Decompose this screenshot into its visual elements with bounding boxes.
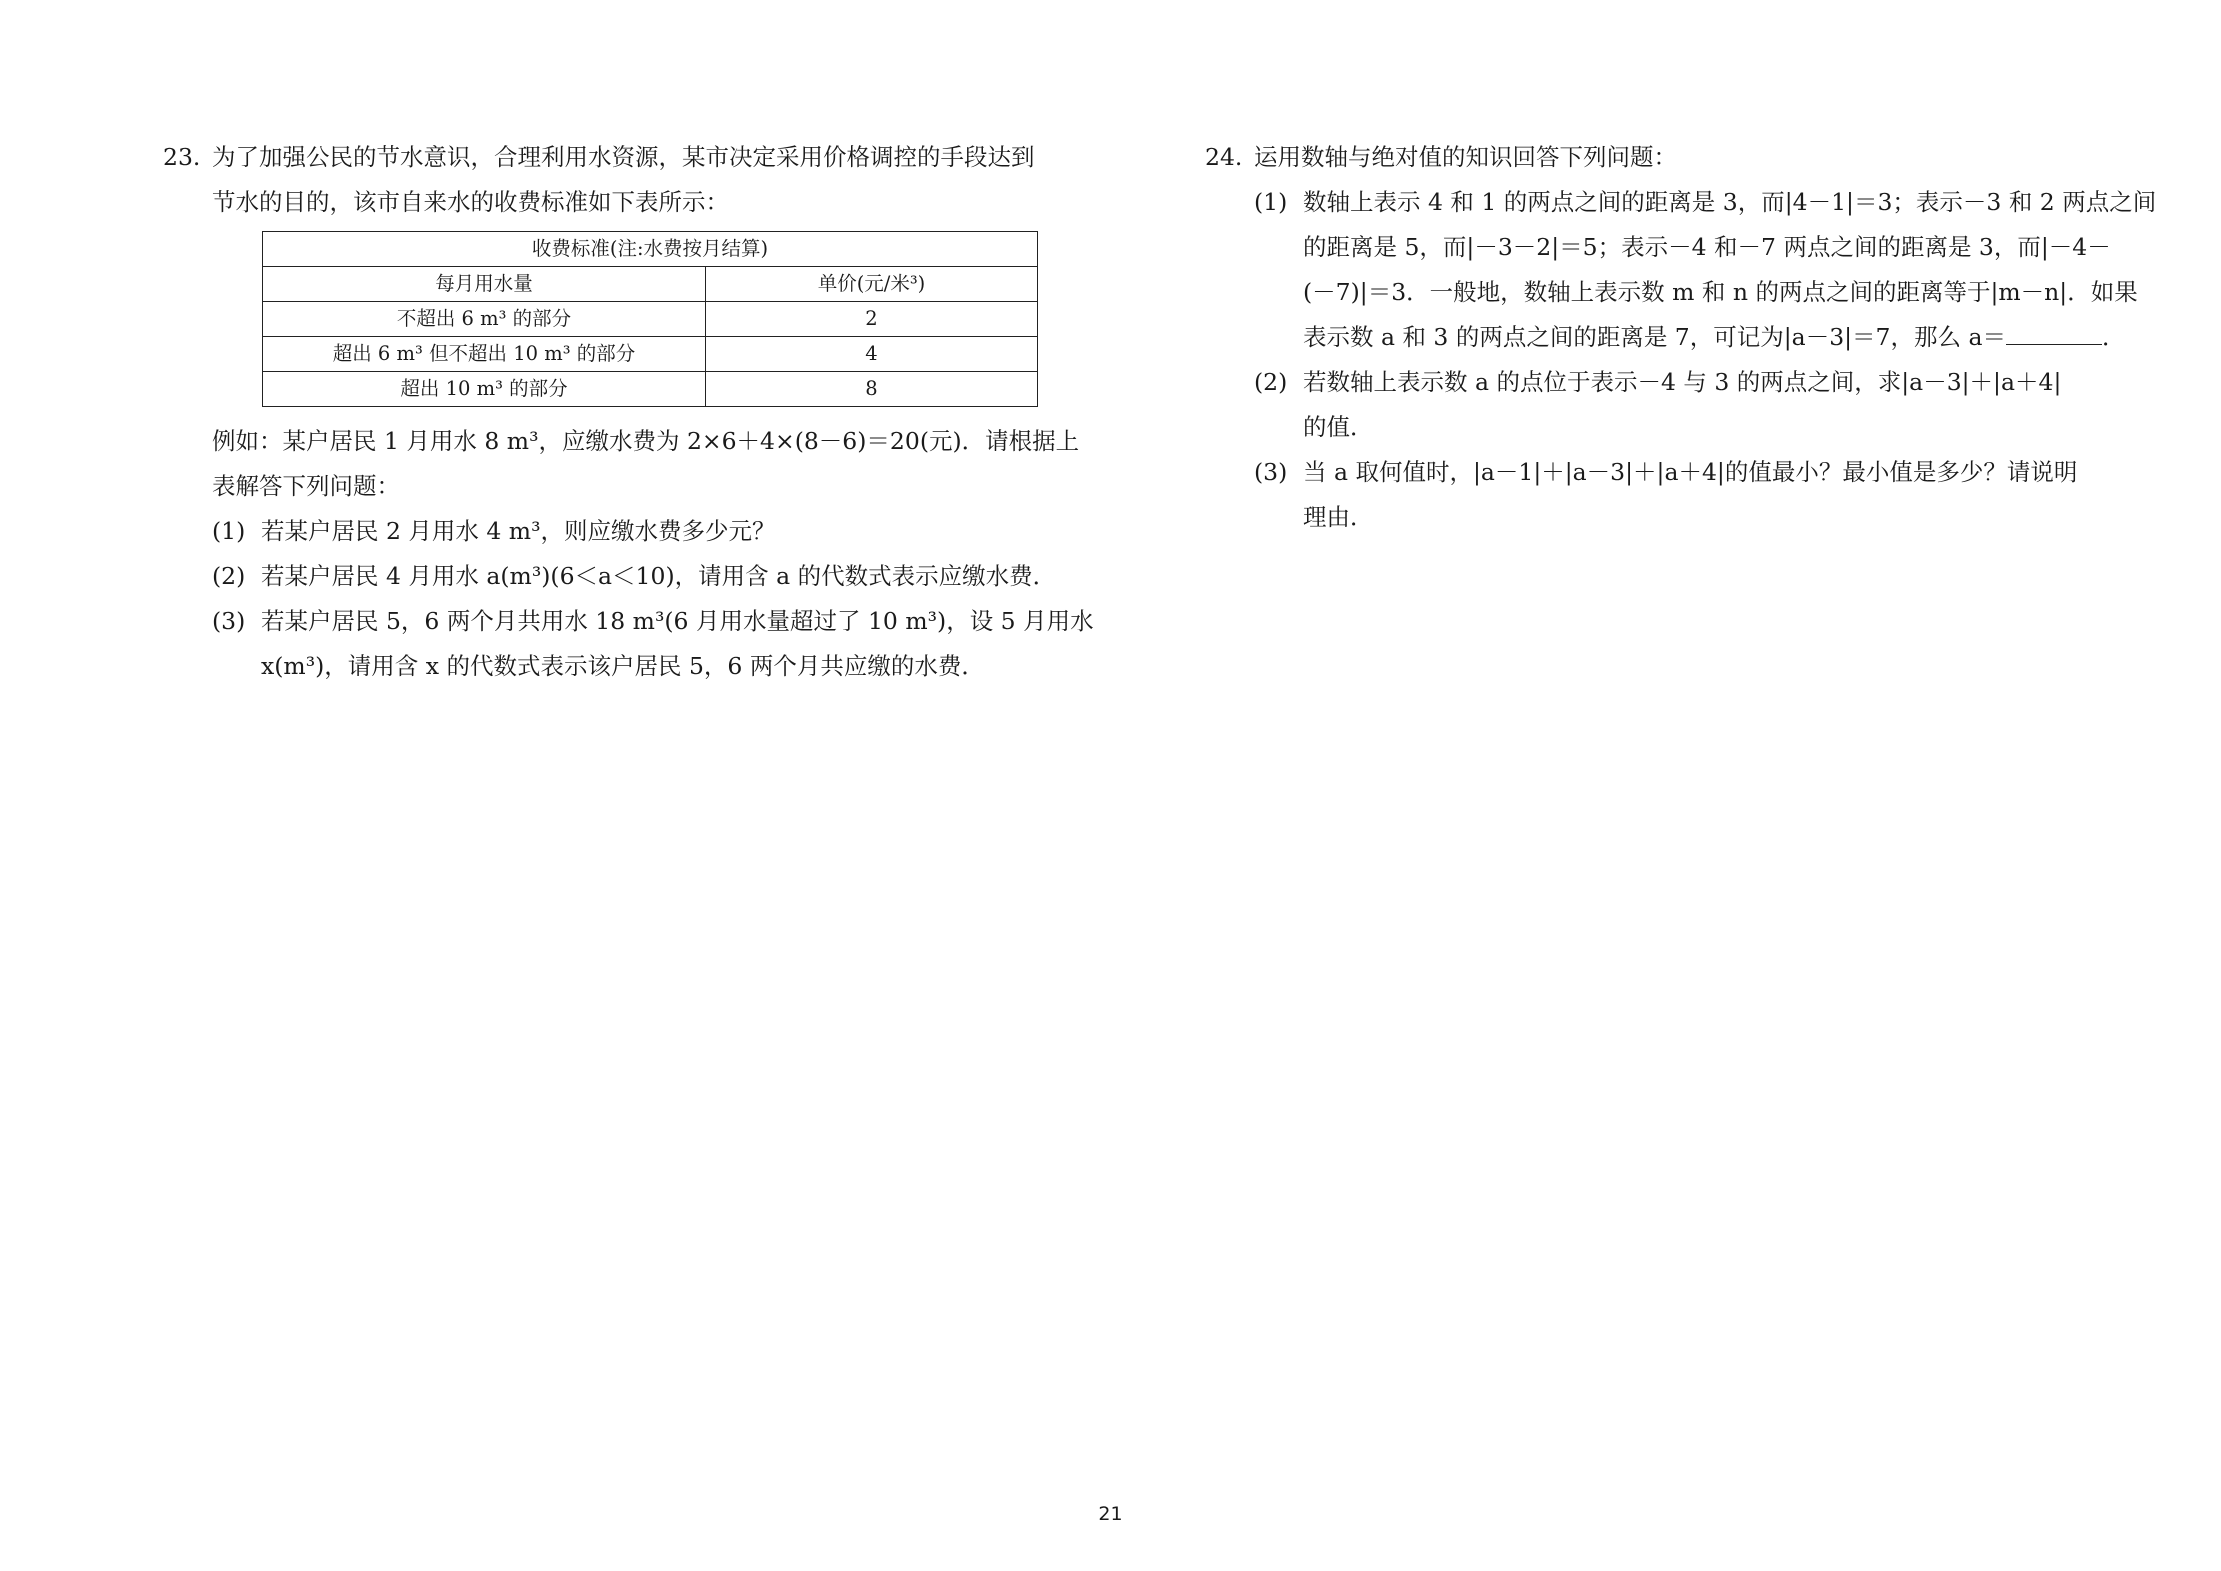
sub-question-text: 若某户居民 5，6 两个月共用水 18 m³(6 月用水量超过了 10 m³)，设 5 月用水 [261, 607, 1094, 635]
question-23 [163, 135, 1093, 689]
table-cell: 2 [706, 302, 1038, 337]
sub-question-text: 若某户居民 2 月用水 4 m³，则应缴水费多少元？ [261, 517, 776, 545]
sub-question-number: (2) [212, 562, 246, 590]
sub-question-number: (3) [1254, 458, 1288, 486]
sub-question-number: (1) [212, 517, 246, 545]
sub-question-text-last [1303, 315, 2135, 360]
table-cell: 超出 10 m³ 的部分 [263, 372, 706, 407]
example-text: 表解答下列问题： [212, 472, 400, 500]
sub-question-text: 若数轴上表示数 a 的点位于表示－4 与 3 的两点之间，求|a－3|＋|a＋4| [1303, 368, 2062, 396]
sub-question-2 [212, 554, 1093, 599]
question-number: 24. [1205, 143, 1243, 171]
table-cell: 不超出 6 m³ 的部分 [263, 302, 706, 337]
sub-question-text: (－7)|＝3．一般地，数轴上表示数 m 和 n 的两点之间的距离等于|m－n|．如果 [1303, 278, 2138, 306]
sub-question-2 [1254, 360, 2135, 450]
table-title-row [263, 232, 1038, 267]
sub-question-3 [1254, 450, 2135, 540]
sub-question-text: 的值． [1303, 413, 1374, 441]
sub-question-1 [212, 509, 1093, 554]
question-text: 为了加强公民的节水意识，合理利用水资源，某市决定采用价格调控的手段达到 [212, 143, 1035, 171]
example-text: 例如：某户居民 1 月用水 8 m³，应缴水费为 2×6＋4×(8－6)＝20(元)．请根据上 [212, 427, 1080, 455]
sub-question-number: (2) [1254, 368, 1288, 396]
sub-question-1 [1254, 180, 2157, 360]
answer-blank[interactable] [2006, 324, 2102, 345]
sub-question-text: x(m³)，请用含 x 的代数式表示该户居民 5，6 两个月共应缴的水费． [261, 652, 985, 680]
question-number: 23. [163, 143, 201, 171]
table-row [263, 372, 1038, 407]
question-24 [1205, 135, 2157, 540]
column-header: 单价(元/米³) [706, 267, 1038, 302]
table-cell: 8 [706, 372, 1038, 407]
table-cell: 超出 6 m³ 但不超出 10 m³ 的部分 [263, 337, 706, 372]
table-cell: 4 [706, 337, 1038, 372]
question-text: 运用数轴与绝对值的知识回答下列问题： [1254, 143, 1677, 171]
sub-question-number: (3) [212, 607, 246, 635]
sub-question-text: 的距离是 5，而|－3－2|＝5；表示－4 和－7 两点之间的距离是 3，而|－4－ [1303, 233, 2111, 261]
sub-question-text: 理由． [1303, 503, 1374, 531]
page-number: 21 [1098, 1503, 1123, 1525]
sub-question-tail: ． [2102, 323, 2126, 351]
sub-question-3 [212, 599, 1093, 689]
sub-question-text: 数轴上表示 4 和 1 的两点之间的距离是 3，而|4－1|＝3；表示－3 和 2 两点之间 [1303, 188, 2157, 216]
table-row [263, 302, 1038, 337]
sub-question-text: 表示数 a 和 3 的两点之间的距离是 7，可记为|a－3|＝7，那么 a＝ [1303, 323, 2006, 351]
sub-question-text: 当 a 取何值时，|a－1|＋|a－3|＋|a＋4|的值最小？最小值是多少？请说明 [1303, 458, 2078, 486]
column-header: 每月用水量 [263, 267, 706, 302]
table-row [263, 337, 1038, 372]
table-header-row [263, 267, 1038, 302]
table-title: 收费标准(注:水费按月结算) [263, 232, 1038, 267]
fee-table [262, 231, 1038, 407]
sub-question-text: 若某户居民 4 月用水 a(m³)(6＜a＜10)，请用含 a 的代数式表示应缴水费． [261, 562, 1057, 590]
question-text: 节水的目的，该市自来水的收费标准如下表所示： [212, 188, 729, 216]
sub-question-number: (1) [1254, 188, 1288, 216]
